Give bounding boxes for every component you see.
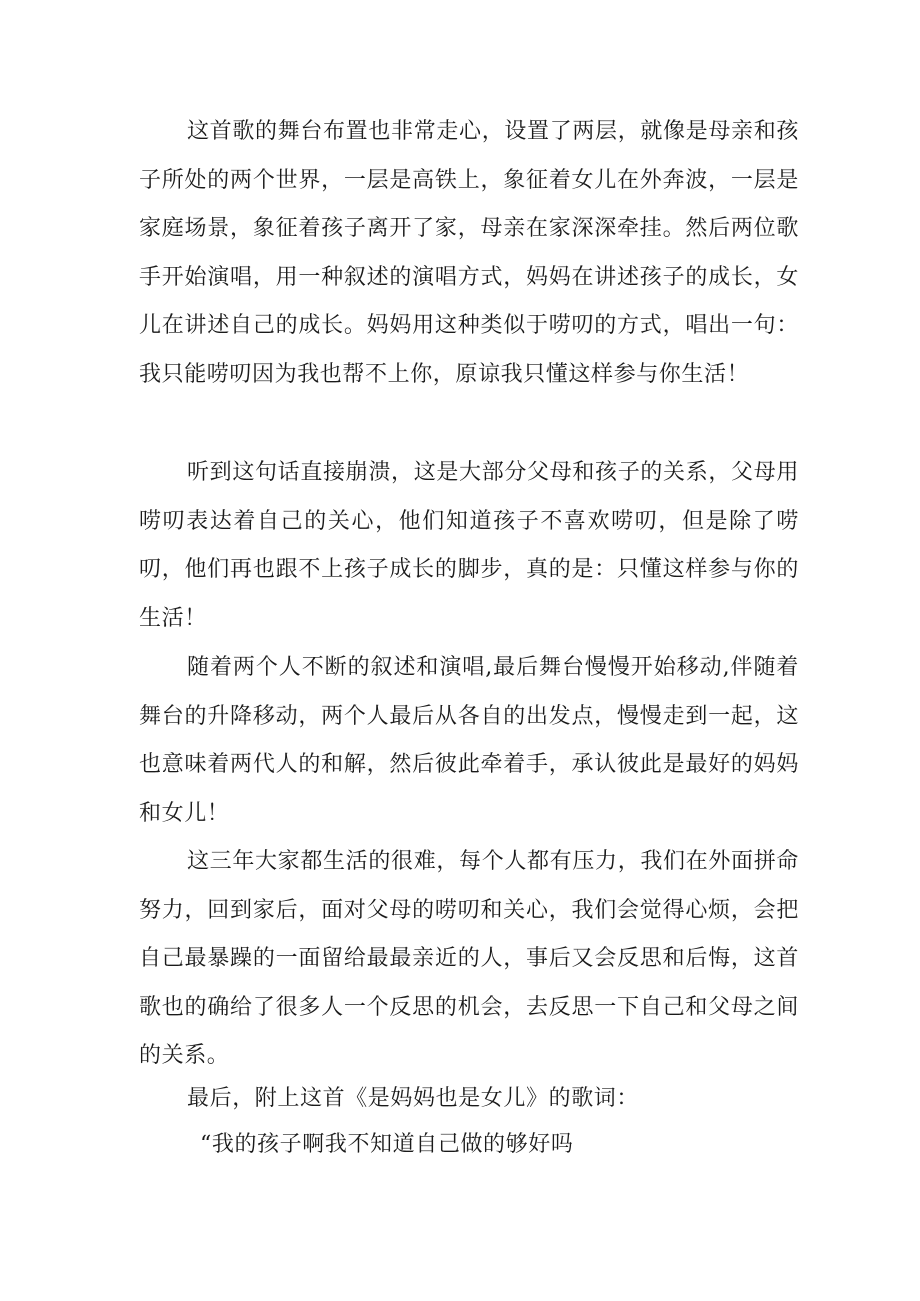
paragraph-three-years: 这三年大家都生活的很难，每个人都有压力，我们在外面拼命努力，回到家后，面对父母的唠叨和关心，我们会觉得心烦，会把自己最暴躁的一面留给最最亲近的人，事后又会反思和后悔，这首歌也的确给了很多人一个反思的机会，去反思一下自己和父母之间的关系。 <box>139 849 799 1068</box>
paragraph-stage-movement: 随着两个人不断的叙述和演唱,最后舞台慢慢开始移动,伴随着舞台的升降移动，两个人最后从各自的出发点，慢慢走到一起，这也意味着两代人的和解，然后彼此牵着手，承认彼此是最好的妈妈和女儿！ <box>139 655 799 826</box>
paragraph-nagging-reflection: 听到这句话直接崩溃，这是大部分父母和孩子的关系，父母用唠叨表达着自己的关心，他们知道孩子不喜欢唠叨，但是除了唠叨，他们再也跟不上孩子成长的脚步，真的是：只懂这样参与你的生活！ <box>139 460 799 631</box>
lyrics-first-line: “我的孩子啊我不知道自己做的够好吗 <box>200 1132 574 1157</box>
paragraph-stage-design: 这首歌的舞台布置也非常走心，设置了两层，就像是母亲和孩子所处的两个世界，一层是高铁上，象征着女儿在外奔波，一层是家庭场景，象征着孩子离开了家，母亲在家深深牵挂。然后两位歌手开始演唱，用一种叙述的演唱方式，妈妈在讲述孩子的成长，女儿在讲述自己的成长。妈妈用这种类似于唠叨的方式，唱出一句：我只能唠叨因为我也帮不上你，原谅我只懂这样参与你生活！ <box>139 119 799 387</box>
paragraph-lyrics-intro: 最后，附上这首《是妈妈也是女儿》的歌词： <box>187 1086 640 1111</box>
